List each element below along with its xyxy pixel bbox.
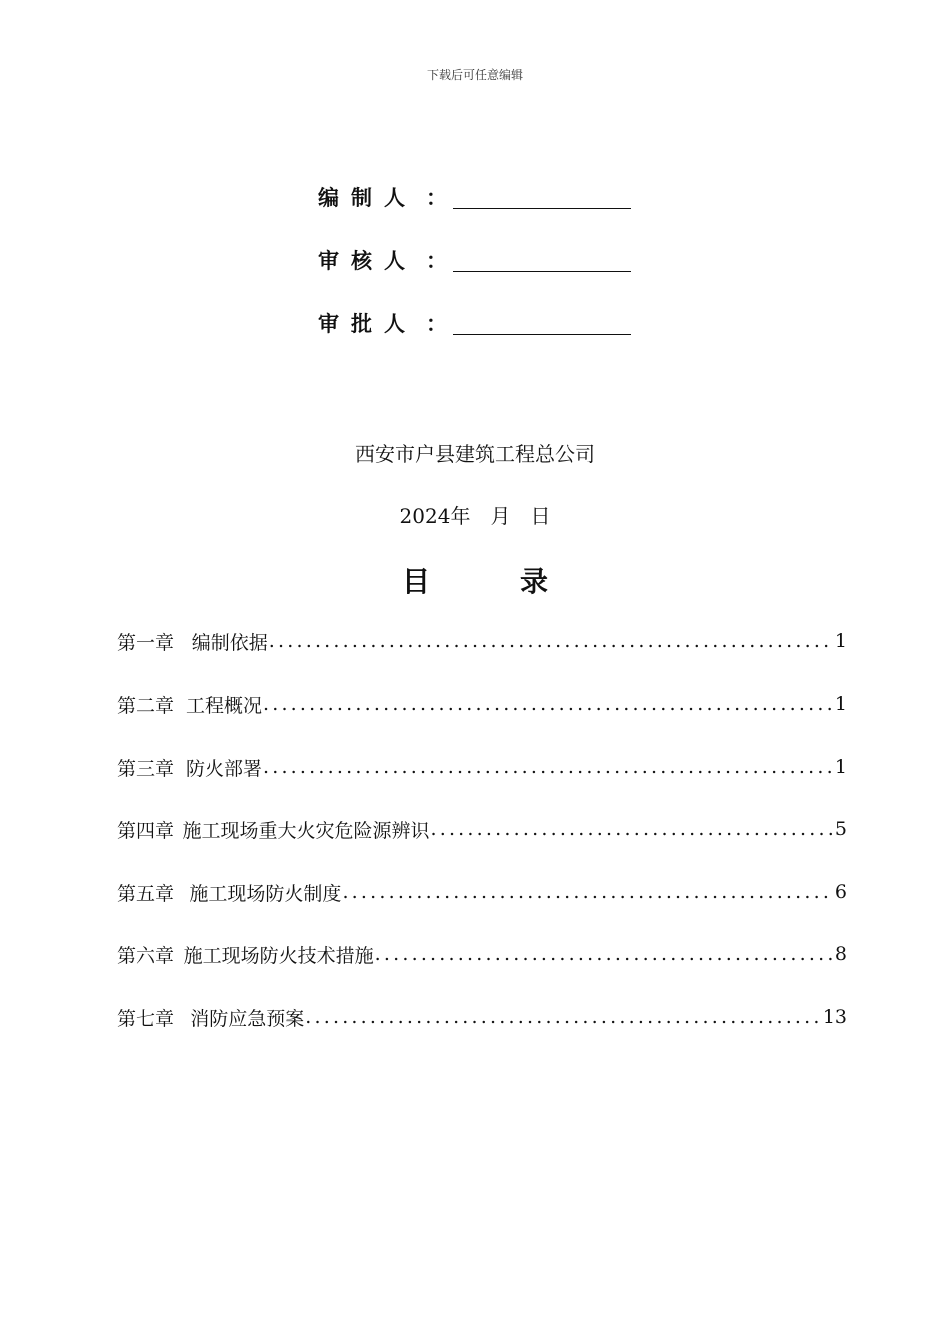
signature-colon: ： bbox=[426, 186, 447, 210]
toc-title bbox=[0, 560, 950, 600]
toc-page-number: 5 bbox=[834, 818, 847, 840]
toc-chapter: 第三章 bbox=[117, 757, 175, 780]
toc-name: 施工现场防火技术措施 bbox=[183, 944, 374, 967]
toc-page-number: 8 bbox=[834, 943, 847, 965]
toc-page-number: 1 bbox=[834, 630, 847, 652]
toc-leader-dots bbox=[263, 693, 833, 715]
toc-page-number: 1 bbox=[834, 693, 847, 715]
toc-chapter: 第六章 bbox=[117, 944, 175, 967]
signature-line bbox=[453, 207, 631, 209]
toc-item[interactable] bbox=[117, 689, 847, 719]
signature-line bbox=[453, 333, 631, 335]
toc-name: 施工现场防火制度 bbox=[189, 882, 342, 905]
toc-name: 工程概况 bbox=[185, 694, 262, 717]
toc-item[interactable] bbox=[117, 877, 847, 907]
toc-name: 防火部署 bbox=[185, 757, 262, 780]
toc-leader-dots bbox=[342, 881, 832, 903]
toc-page-number: 1 bbox=[834, 756, 847, 778]
toc-item[interactable] bbox=[117, 1002, 847, 1032]
date-line: 2024年 月 日 bbox=[399, 504, 551, 528]
signature-label: 审核人 bbox=[318, 249, 417, 273]
toc-leader-dots bbox=[375, 943, 833, 965]
signature-row-compiler bbox=[318, 182, 631, 212]
toc-leader-dots bbox=[305, 1006, 821, 1028]
signature-row-approver bbox=[318, 308, 631, 338]
toc-leader-dots bbox=[430, 818, 832, 840]
signature-colon: ： bbox=[426, 249, 447, 273]
toc-item[interactable] bbox=[117, 752, 847, 782]
toc-chapter: 第二章 bbox=[117, 694, 175, 717]
toc-title-part2: 录 bbox=[520, 565, 549, 598]
toc-name: 编制依据 bbox=[191, 631, 268, 654]
toc-chapter: 第四章 bbox=[117, 819, 175, 842]
toc-title-part1: 目 bbox=[401, 565, 430, 598]
toc-chapter: 第七章 bbox=[117, 1007, 175, 1030]
signature-row-reviewer bbox=[318, 245, 631, 275]
toc-page-number: 6 bbox=[834, 881, 847, 903]
toc-name: 施工现场重大火灾危险源辨识 bbox=[182, 819, 430, 842]
toc-leader-dots bbox=[263, 756, 833, 778]
signature-label: 编制人 bbox=[318, 186, 417, 210]
toc-item[interactable] bbox=[117, 626, 847, 656]
signature-colon: ： bbox=[426, 312, 447, 336]
toc-chapter: 第一章 bbox=[117, 631, 175, 654]
signature-line bbox=[453, 270, 631, 272]
toc-chapter: 第五章 bbox=[117, 882, 175, 905]
company-name: 西安市户县建筑工程总公司 bbox=[355, 442, 595, 466]
toc-page-number: 13 bbox=[822, 1006, 847, 1028]
toc-item[interactable] bbox=[117, 814, 847, 844]
header-note: 下载后可任意编辑 bbox=[426, 68, 523, 82]
toc-item[interactable] bbox=[117, 939, 847, 969]
toc-name: 消防应急预案 bbox=[190, 1007, 305, 1030]
signature-label: 审批人 bbox=[318, 312, 417, 336]
toc-leader-dots bbox=[269, 630, 833, 652]
